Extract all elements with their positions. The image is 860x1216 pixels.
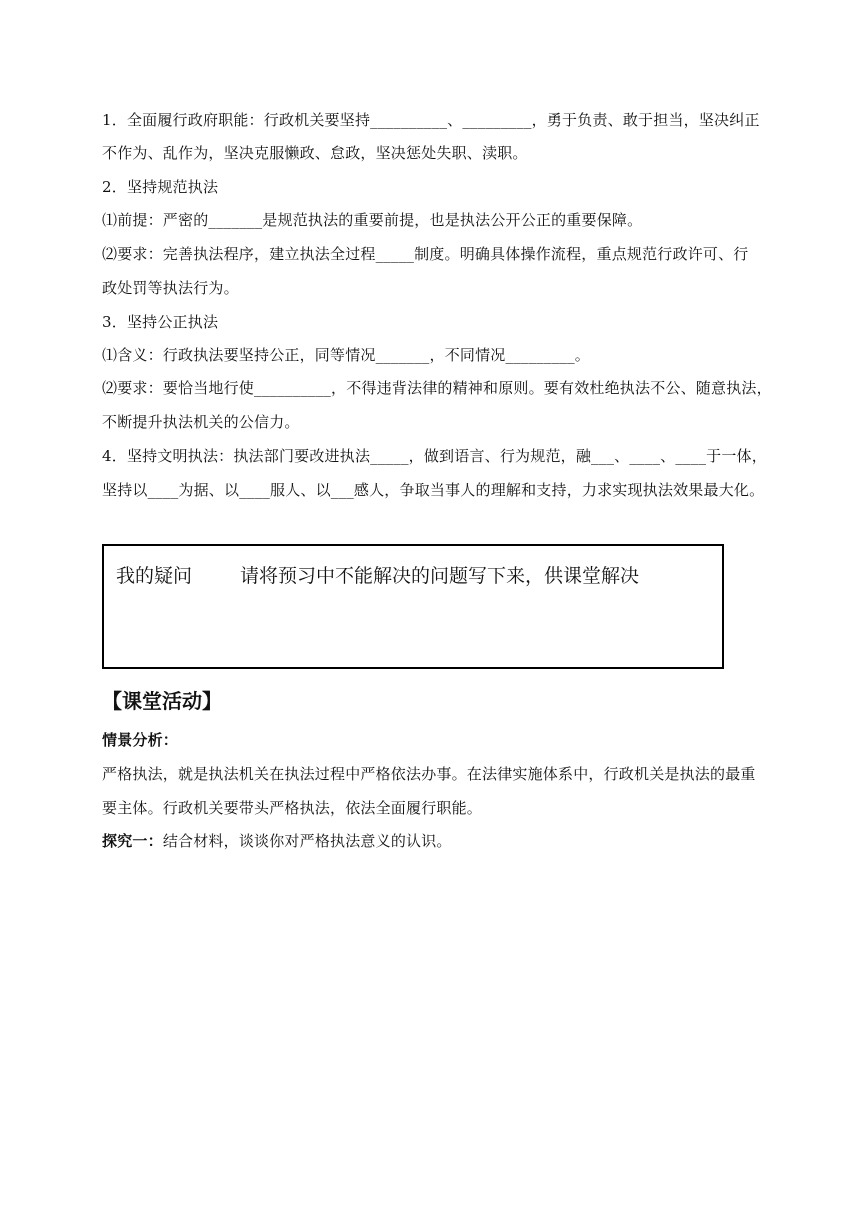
preview-line-6: 政处罚等执法行为。 bbox=[102, 279, 239, 297]
question-box-prompt: 请将预习中不能解决的问题写下来，供课堂解决 bbox=[240, 565, 640, 587]
preview-line-10: 不断提升执法机关的公信力。 bbox=[102, 413, 300, 431]
preview-line-7: 3．坚持公正执法 bbox=[102, 313, 219, 331]
scenario-line-2: 要主体。行政机关要带头严格执法，依法全面履行职能。 bbox=[102, 799, 483, 817]
preview-line-8: ⑴含义：行政执法要坚持公正，同等情况_______，不同情况_________。 bbox=[102, 346, 591, 364]
preview-line-12: 坚持以____为据、以____服人、以___感人，争取当事人的理解和支持，力求实现执法效果最大化。 bbox=[102, 481, 765, 499]
scenario-label: 情景分析： bbox=[102, 731, 179, 749]
preview-line-5: ⑵要求：完善执法程序，建立执法全过程_____制度。明确具体操作流程，重点规范行政许可、行 bbox=[102, 245, 749, 263]
scenario-heading bbox=[102, 730, 762, 750]
inquiry-one bbox=[102, 831, 762, 851]
inquiry-text: 结合材料，谈谈你对严格执法意义的认识。 bbox=[162, 832, 452, 850]
preview-line-3: 2．坚持规范执法 bbox=[102, 178, 219, 196]
scenario-line-1: 严格执法，就是执法机关在执法过程中严格依法办事。在法律实施体系中，行政机关是执法的最重 bbox=[102, 765, 756, 783]
inquiry-label: 探究一： bbox=[102, 832, 163, 850]
preview-line-1: 1．全面履行政府职能：行政机关要坚持__________、_________，勇于负责、敢于担当，坚决纠正 bbox=[102, 111, 760, 129]
question-box[interactable] bbox=[102, 544, 724, 669]
question-box-label: 我的疑问 bbox=[116, 565, 193, 587]
preview-line-4: ⑴前提：严密的_______是规范执法的重要前提，也是执法公开公正的重要保障。 bbox=[102, 211, 643, 229]
preview-line-2: 不作为、乱作为，坚决克服懒政、怠政，坚决惩处失职、渎职。 bbox=[102, 144, 528, 162]
classroom-activity-title: 【课堂活动】 bbox=[102, 689, 222, 713]
preview-line-9: ⑵要求：要恰当地行使__________，不得违背法律的精神和原则。要有效杜绝执法不公、随意执法， bbox=[102, 379, 772, 397]
preview-line-11: 4．坚持文明执法：执法部门要改进执法_____，做到语言、行为规范，融___、____、____于一体， bbox=[102, 447, 767, 465]
